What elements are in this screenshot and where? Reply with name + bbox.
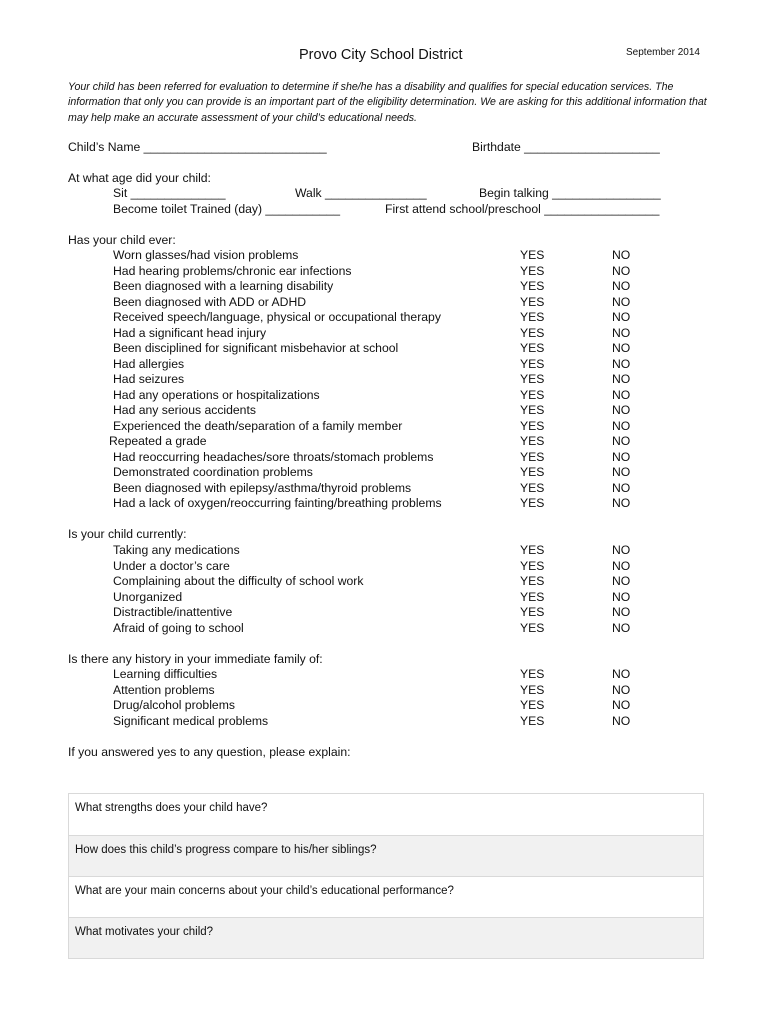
concerns-box[interactable]: What are your main concerns about your child’s educational performance? <box>69 876 703 917</box>
no-option[interactable]: NO <box>612 543 631 557</box>
yes-option[interactable]: YES <box>520 372 545 386</box>
yes-option[interactable]: YES <box>520 294 545 309</box>
no-option[interactable]: NO <box>612 418 631 433</box>
no-option[interactable]: NO <box>612 341 631 355</box>
no-option[interactable]: NO <box>612 449 631 464</box>
question-row <box>0 496 770 512</box>
no-option[interactable]: NO <box>612 713 631 728</box>
question-row <box>0 434 770 450</box>
question-row <box>0 465 770 481</box>
strengths-box[interactable]: What strengths does your child have? <box>75 802 268 814</box>
yes-option[interactable]: YES <box>520 356 545 371</box>
yes-option[interactable]: YES <box>520 465 545 479</box>
no-option[interactable]: NO <box>612 279 631 293</box>
question-text: Significant medical problems <box>113 713 269 728</box>
yes-option[interactable]: YES <box>520 496 545 510</box>
no-option[interactable]: NO <box>612 372 631 386</box>
yes-option[interactable]: YES <box>520 620 545 635</box>
yes-option[interactable]: YES <box>520 605 545 619</box>
question-text: Been diagnosed with ADD or ADHD <box>113 294 307 309</box>
question-text: Had any operations or hospitalizations <box>113 387 320 402</box>
yes-option[interactable]: YES <box>520 713 545 728</box>
question-text: Learning difficulties <box>113 667 218 681</box>
question-row <box>0 543 770 559</box>
yes-option[interactable]: YES <box>520 310 545 324</box>
no-option[interactable]: NO <box>612 589 631 604</box>
question-text: Drug/alcohol problems <box>113 698 235 712</box>
explain-label: If you answered yes to any question, please explain: <box>68 745 351 759</box>
question-row <box>0 683 770 699</box>
question-row <box>0 574 770 590</box>
question-row <box>0 559 770 575</box>
child-name-field[interactable]: Child’s Name ___________________________ <box>68 140 327 154</box>
no-option[interactable]: NO <box>612 698 631 712</box>
question-text: Had any serious accidents <box>113 403 256 417</box>
talk-field[interactable]: Begin talking ________________ <box>479 186 661 200</box>
question-text: Distractible/inattentive <box>113 605 233 619</box>
no-option[interactable]: NO <box>612 667 631 681</box>
question-text: Had allergies <box>113 356 185 371</box>
yes-option[interactable]: YES <box>520 434 545 448</box>
question-row <box>0 357 770 373</box>
no-option[interactable]: NO <box>612 325 631 340</box>
question-row <box>0 403 770 419</box>
no-option[interactable]: NO <box>612 682 631 697</box>
question-text: Unorganized <box>113 589 183 604</box>
question-text: Attention problems <box>113 682 215 697</box>
motivates-box[interactable]: What motivates your child? <box>69 917 703 958</box>
no-option[interactable]: NO <box>612 434 631 448</box>
yes-option[interactable]: YES <box>520 341 545 355</box>
no-option[interactable]: NO <box>612 403 631 417</box>
yes-option[interactable]: YES <box>520 263 545 278</box>
yes-option[interactable]: YES <box>520 543 545 557</box>
question-row <box>0 621 770 637</box>
question-text: Been diagnosed with epilepsy/asthma/thyroid problems <box>113 480 412 495</box>
question-text: Had a lack of oxygen/reoccurring fainting/breathing problems <box>113 496 442 510</box>
question-row <box>0 419 770 435</box>
question-row <box>0 481 770 497</box>
question-text: Had hearing problems/chronic ear infections <box>113 263 352 278</box>
question-text: Demonstrated coordination problems <box>113 465 313 479</box>
questions-box <box>68 793 704 959</box>
question-text: Worn glasses/had vision problems <box>113 248 299 262</box>
section2-heading: Is your child currently: <box>68 527 187 541</box>
no-option[interactable]: NO <box>612 387 631 402</box>
question-text: Had a significant head injury <box>113 325 267 340</box>
yes-option[interactable]: YES <box>520 449 545 464</box>
question-row <box>0 295 770 311</box>
yes-option[interactable]: YES <box>520 682 545 697</box>
question-row <box>0 450 770 466</box>
question-text: Complaining about the difficulty of school work <box>113 574 364 588</box>
question-text: Repeated a grade <box>109 434 207 448</box>
question-row <box>0 590 770 606</box>
no-option[interactable]: NO <box>612 496 631 510</box>
ages-heading: At what age did your child: <box>68 171 211 185</box>
walk-field[interactable]: Walk _______________ <box>295 186 427 200</box>
section3-heading: Is there any history in your immediate family of: <box>68 652 323 666</box>
no-option[interactable]: NO <box>612 605 631 619</box>
yes-option[interactable]: YES <box>520 558 545 573</box>
question-text: Afraid of going to school <box>113 620 244 635</box>
question-row <box>0 667 770 683</box>
no-option[interactable]: NO <box>612 310 631 324</box>
question-text: Taking any medications <box>113 543 240 557</box>
yes-option[interactable]: YES <box>520 480 545 495</box>
toilet-field[interactable]: Become toilet Trained (day) ___________ <box>113 202 340 216</box>
yes-option[interactable]: YES <box>520 589 545 604</box>
no-option[interactable]: NO <box>612 263 631 278</box>
no-option[interactable]: NO <box>612 620 631 635</box>
question-text: Had seizures <box>113 372 185 386</box>
sit-field[interactable]: Sit ______________ <box>113 186 226 200</box>
yes-option[interactable]: YES <box>520 667 545 681</box>
question-text: Been disciplined for significant misbehavior at school <box>113 341 399 355</box>
question-text: Experienced the death/separation of a family member <box>113 418 403 433</box>
no-option[interactable]: NO <box>612 480 631 495</box>
question-row <box>0 264 770 280</box>
no-option[interactable]: NO <box>612 465 631 479</box>
section1-heading: Has your child ever: <box>68 233 176 247</box>
page-title: Provo City School District <box>299 47 463 63</box>
intro-text: Your child has been referred for evaluation to determine if she/he has a disability and qualifies for special education services. The information that only you can provide is an important part of the eligibility determination. We are asking for this additional information that may help make an accurate assessment of your child’s educational needs. <box>68 81 707 124</box>
question-row <box>0 698 770 714</box>
yes-option[interactable]: YES <box>520 279 545 293</box>
no-option[interactable]: NO <box>612 558 631 573</box>
question-row <box>0 248 770 264</box>
yes-option[interactable]: YES <box>520 325 545 340</box>
question-row <box>0 605 770 621</box>
question-row <box>0 341 770 357</box>
yes-option[interactable]: YES <box>520 418 545 433</box>
no-option[interactable]: NO <box>612 248 631 262</box>
question-text: Under a doctor’s care <box>113 558 230 573</box>
question-row <box>0 714 770 730</box>
no-option[interactable]: NO <box>612 356 631 371</box>
question-text: Had reoccurring headaches/sore throats/stomach problems <box>113 449 434 464</box>
question-text: Received speech/language, physical or occupational therapy <box>113 310 441 324</box>
yes-option[interactable]: YES <box>520 403 545 417</box>
question-row <box>0 326 770 342</box>
question-row <box>0 388 770 404</box>
question-row <box>0 372 770 388</box>
question-text: Been diagnosed with a learning disability <box>113 279 334 293</box>
siblings-box[interactable]: How does this child’s progress compare to his/her siblings? <box>69 835 703 876</box>
question-row <box>0 279 770 295</box>
no-option[interactable]: NO <box>612 574 631 588</box>
form-date: September 2014 <box>626 47 700 58</box>
yes-option[interactable]: YES <box>520 698 545 712</box>
birthdate-field[interactable]: Birthdate ____________________ <box>472 140 660 154</box>
yes-option[interactable]: YES <box>520 574 545 588</box>
yes-option[interactable]: YES <box>520 248 545 262</box>
yes-option[interactable]: YES <box>520 387 545 402</box>
school-field[interactable]: First attend school/preschool _________________ <box>385 202 660 216</box>
no-option[interactable]: NO <box>612 294 631 309</box>
question-row <box>0 310 770 326</box>
